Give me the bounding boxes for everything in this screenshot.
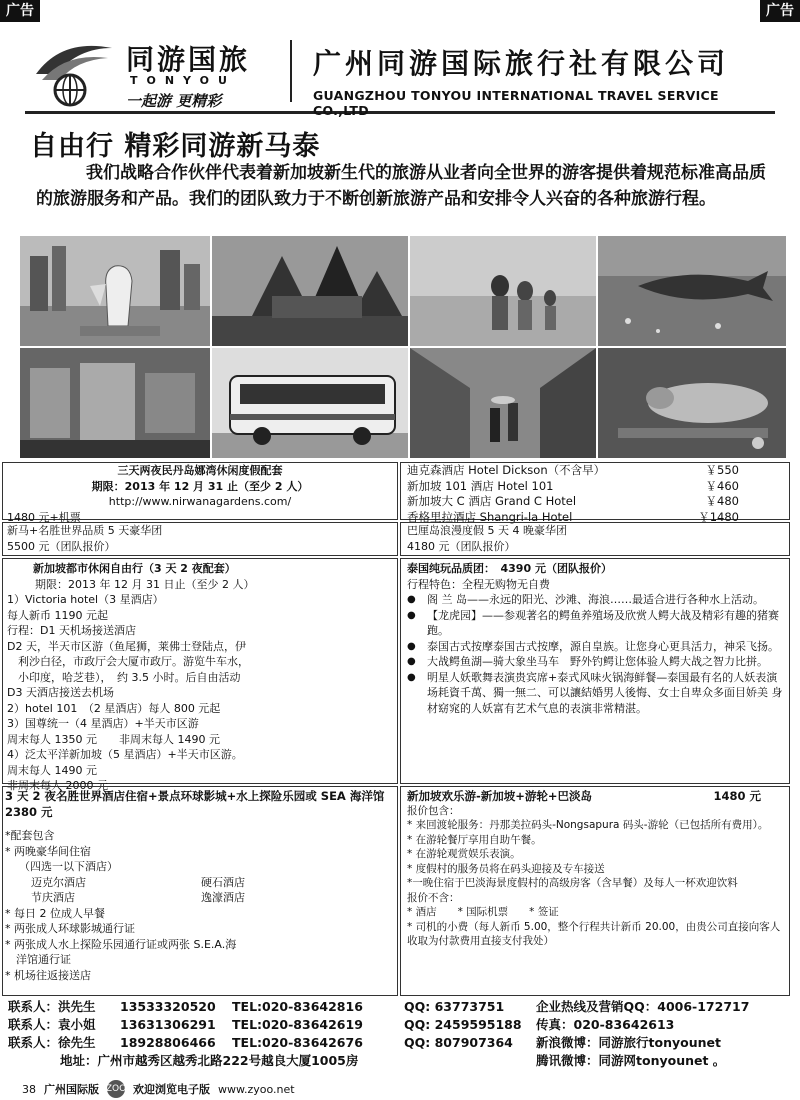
sg-city-box bbox=[2, 558, 398, 792]
uss-hotel-row: 迈克尔酒店 硬石酒店 bbox=[31, 875, 245, 889]
thai-bullet: ● 泰国古式按摩泰国古式按摩，源自皇族。让您身心更具活力，神采飞扬。 bbox=[407, 639, 779, 653]
ad-tag-right: 广告 bbox=[760, 0, 800, 22]
bintan-line: 报价不含： bbox=[407, 891, 460, 904]
pkg-right-box bbox=[400, 522, 790, 556]
thai-bullet: ● 【龙虎园】——参观著名的鳄鱼养殖场及欣赏人鳄大战及精彩有趣的猪赛跑。 bbox=[407, 608, 779, 637]
pkg-right-price: 4180 元（团队报价） bbox=[407, 539, 516, 553]
nirwana-title: 三天两夜民丹岛娜湾休闲度假配套 bbox=[117, 464, 283, 477]
header bbox=[25, 26, 775, 118]
bird-logo-icon bbox=[32, 34, 116, 108]
sg-line: D3 天酒店接送去机场 bbox=[7, 686, 114, 699]
bintan-line: * 在游轮餐厅享用自助午餐。 bbox=[407, 833, 542, 846]
sg-line: 期限：2013 年 12 月 31 日止（至少 2 人） bbox=[35, 577, 255, 591]
uss-title: 3 天 2 夜名胜世界酒店住宿+景点环球影城+水上探险乐园或 SEA 海洋馆 2380 元 bbox=[5, 789, 385, 819]
uss-hotel-row: 节庆酒店 逸濠酒店 bbox=[31, 891, 245, 904]
logo-en: TONYOU bbox=[130, 74, 236, 87]
bintan-line: * 酒店 * 国际机票 * 签证 bbox=[407, 906, 559, 918]
uss-line: * 两张成人水上探险乐园通行证或两张 S.E.A.海 bbox=[5, 937, 237, 951]
nirwana-period: 期限：2013 年 12 月 31 止（至少 2 人） bbox=[91, 479, 309, 493]
page-footer bbox=[22, 1080, 295, 1098]
market-street-photo bbox=[410, 348, 596, 458]
beach-people-photo bbox=[410, 236, 596, 346]
contact-row: 联系人：徐先生 18928806466 TEL:020-83642676 QQ: 807907364 bbox=[8, 1035, 513, 1050]
uss-line: * 每日 2 位成人早餐 bbox=[5, 906, 105, 920]
spa-massage-photo bbox=[598, 348, 786, 458]
sg-line: 每人新币 1190 元起 bbox=[7, 608, 108, 622]
company-name-cn: 广州同游国际旅行社有限公司 bbox=[313, 47, 730, 80]
intro-text: 我们战略合作伙伴代表着新加坡新生代的旅游从业者向全世界的游客提供着规范标准高品质的旅游服务和产品。我们的团队致力于不断创新旅游产品和安排令人兴奋的各种旅游行程。 bbox=[36, 163, 766, 209]
sg-line: 利沙白径，市政厅会大厦市政厅。游览牛车水， bbox=[7, 655, 249, 668]
sg-line: 3）国尊统一（4 星酒店）+半天市区游 bbox=[7, 717, 199, 730]
uss-line: * 机场往返接送店 bbox=[5, 968, 91, 982]
bintan-line: * 度假村的服务员将在码头迎接及专车接送 bbox=[407, 862, 605, 875]
address: 地址：广州市越秀区越秀北路222号越良大厦1005房 bbox=[60, 1053, 359, 1068]
thai-temple-photo bbox=[212, 236, 408, 346]
contact-list bbox=[8, 998, 522, 1052]
logo-cn: 同游国旅 bbox=[126, 43, 251, 76]
photo-collage bbox=[20, 236, 786, 458]
contact-row: 联系人：袁小姐 13631306291 TEL:020-83642619 QQ: 2459595188 bbox=[8, 1017, 522, 1032]
uss-line: *配套包含 bbox=[5, 829, 55, 842]
bintan-line: *一晚住宿于巴淡海景度假村的高级房客（含早餐）及每人一杯欢迎饮料 bbox=[407, 877, 738, 889]
hotel-row: 新加坡大 C 酒店 Grand C Hotel ￥480 bbox=[407, 494, 739, 508]
thai-bullet: ● 阁 兰 岛——永远的阳光、沙滩、海浪……最适合进行各种水上活动。 bbox=[407, 593, 764, 606]
sg-line: 周末每人 1490 元 bbox=[7, 763, 97, 777]
pkg-left-box bbox=[2, 522, 398, 556]
hotel-row: 香格里拉酒店 Shangri-la Hotel ￥1480 bbox=[407, 509, 739, 524]
sg-line: 周末每人 1350 元 非周末每人 1490 元 bbox=[7, 732, 220, 746]
divider bbox=[290, 40, 292, 102]
nirwana-box bbox=[2, 462, 398, 524]
page-number: 38 bbox=[22, 1082, 36, 1096]
site-url[interactable]: www.zyoo.net bbox=[218, 1082, 295, 1096]
nirwana-url[interactable]: http://www.nirwanagardens.com/ bbox=[108, 495, 292, 508]
ebook-text: 欢迎浏览电子版 bbox=[133, 1083, 210, 1096]
thai-bullet: ● 明星人妖歌舞表演贵宾席+泰式风味火锅海鲜餐—泰国最有名的人妖表演场耗資千萬、獨一無二、可以讓結婚男人後悔、女士自卑众多面目娇美 身材窈窕的人妖富有艺术气息的表演非常精湛。 bbox=[407, 670, 783, 715]
uss-line: * 两晚豪华间住宿 bbox=[5, 844, 91, 858]
hotel-list bbox=[400, 462, 790, 524]
nirwana-price: 1480 元+机票 bbox=[7, 510, 81, 524]
ad-tag-left: 广告 bbox=[0, 0, 40, 22]
uss-line: （四选一以下酒店） bbox=[19, 860, 118, 873]
pkg-left-name: 新马+名胜世界品质 5 天豪华团 bbox=[7, 524, 163, 537]
sg-line: 小印度，哈芝巷）， 约 3.5 小时。后自由活动 bbox=[7, 670, 241, 684]
bintan-line: * 来回渡轮服务：丹那美拉码头-Nongsapura 码头-游轮（已包括所有费用）。 bbox=[407, 819, 769, 831]
tour-bus-photo bbox=[212, 348, 408, 458]
hotline: 企业热线及营销QQ：4006-172717 bbox=[536, 999, 750, 1014]
merlion-photo bbox=[20, 236, 210, 346]
pkg-left-price: 5500 元（团队报价） bbox=[7, 539, 116, 553]
bullet-icon: ● bbox=[407, 609, 416, 621]
hotel-row: 新加坡 101 酒店 Hotel 101 ￥460 bbox=[407, 478, 739, 493]
sg-line: 非周末每人 2000 元 bbox=[7, 779, 108, 792]
tencent-weibo[interactable]: 腾讯微博：同游网tonyounet 。 bbox=[536, 1053, 726, 1068]
pkg-right-name: 巴厘岛浪漫度假 5 天 4 晚豪华团 bbox=[407, 524, 567, 537]
bintan-line: * 司机的小费（每人新币 5.00，整个行程共计新币 20.00，由贵公司直接向客人收取为付款费用直接支付我处） bbox=[407, 920, 781, 947]
hotel-row: 迪克森酒店 Hotel Dickson（不含早） ￥550 bbox=[407, 463, 739, 477]
hotel-lobby-photo bbox=[20, 348, 210, 458]
sg-city-title: 新加坡都市休闲自由行（3 天 2 夜配套） bbox=[33, 562, 236, 575]
uss-line: * 两张成人环球影城通行证 bbox=[5, 922, 135, 935]
company-name-en: GUANGZHOU TONYOU INTERNATIONAL TRAVEL SERVICE CO.,LTD bbox=[313, 88, 719, 118]
sina-weibo[interactable]: 新浪微博：同游旅行tonyounet bbox=[536, 1035, 721, 1050]
thai-bullet: ● 大战鳄鱼湖—骑大象坐马车 野外钓鳄让您体验人鳄大战之智力比拼。 bbox=[407, 655, 768, 668]
bintan-line: 报价包含： bbox=[407, 804, 460, 817]
sg-line: 2）hotel 101 （2 星酒店）每人 800 元起 bbox=[7, 701, 221, 715]
bintan-line: * 在游轮观赏娱乐表演。 bbox=[407, 848, 521, 860]
bintan-box bbox=[400, 786, 790, 996]
sg-line: 1）Victoria hotel（3 星酒店） bbox=[7, 593, 164, 606]
uss-line: 洋馆通行证 bbox=[5, 953, 71, 966]
sg-line: D2 天，半天市区游（鱼尾狮，莱佛士登陆点，伊 bbox=[7, 639, 246, 653]
thai-title-row: 泰国纯玩品质团： 4390 元（团队报价） bbox=[407, 562, 612, 575]
thai-feature: 行程特色：全程无购物无自费 bbox=[407, 577, 550, 591]
bullet-icon: ● bbox=[407, 640, 416, 652]
uss-box bbox=[2, 786, 398, 996]
magazine-name: 广州国际版 bbox=[44, 1083, 99, 1096]
sg-line: 4）泛太平洋新加坡（5 星酒店）+半天市区游。 bbox=[7, 748, 243, 761]
bintan-title-row: 新加坡欢乐游-新加坡+游轮+巴淡岛 1480 元 bbox=[407, 789, 761, 803]
fax: 传真：020-83642613 bbox=[536, 1017, 675, 1032]
bullet-icon: ● bbox=[407, 656, 416, 667]
right-info bbox=[536, 998, 749, 1070]
zoo-logo-icon: ZOO bbox=[107, 1080, 125, 1098]
sg-line: 行程：D1 天机场接送酒店 bbox=[7, 624, 136, 637]
shark-aquarium-photo bbox=[598, 236, 786, 346]
logo-slogan: 一起游 更精彩 bbox=[126, 92, 222, 110]
bullet-icon: ● bbox=[407, 594, 416, 605]
company-logo bbox=[30, 28, 280, 112]
page-title: 自由行 精彩同游新马泰 bbox=[30, 131, 321, 162]
thai-box bbox=[400, 558, 790, 784]
bullet-icon: ● bbox=[407, 671, 416, 683]
contact-row: 联系人：洪先生 13533320520 TEL:020-83642816 QQ: 63773751 bbox=[8, 999, 505, 1014]
